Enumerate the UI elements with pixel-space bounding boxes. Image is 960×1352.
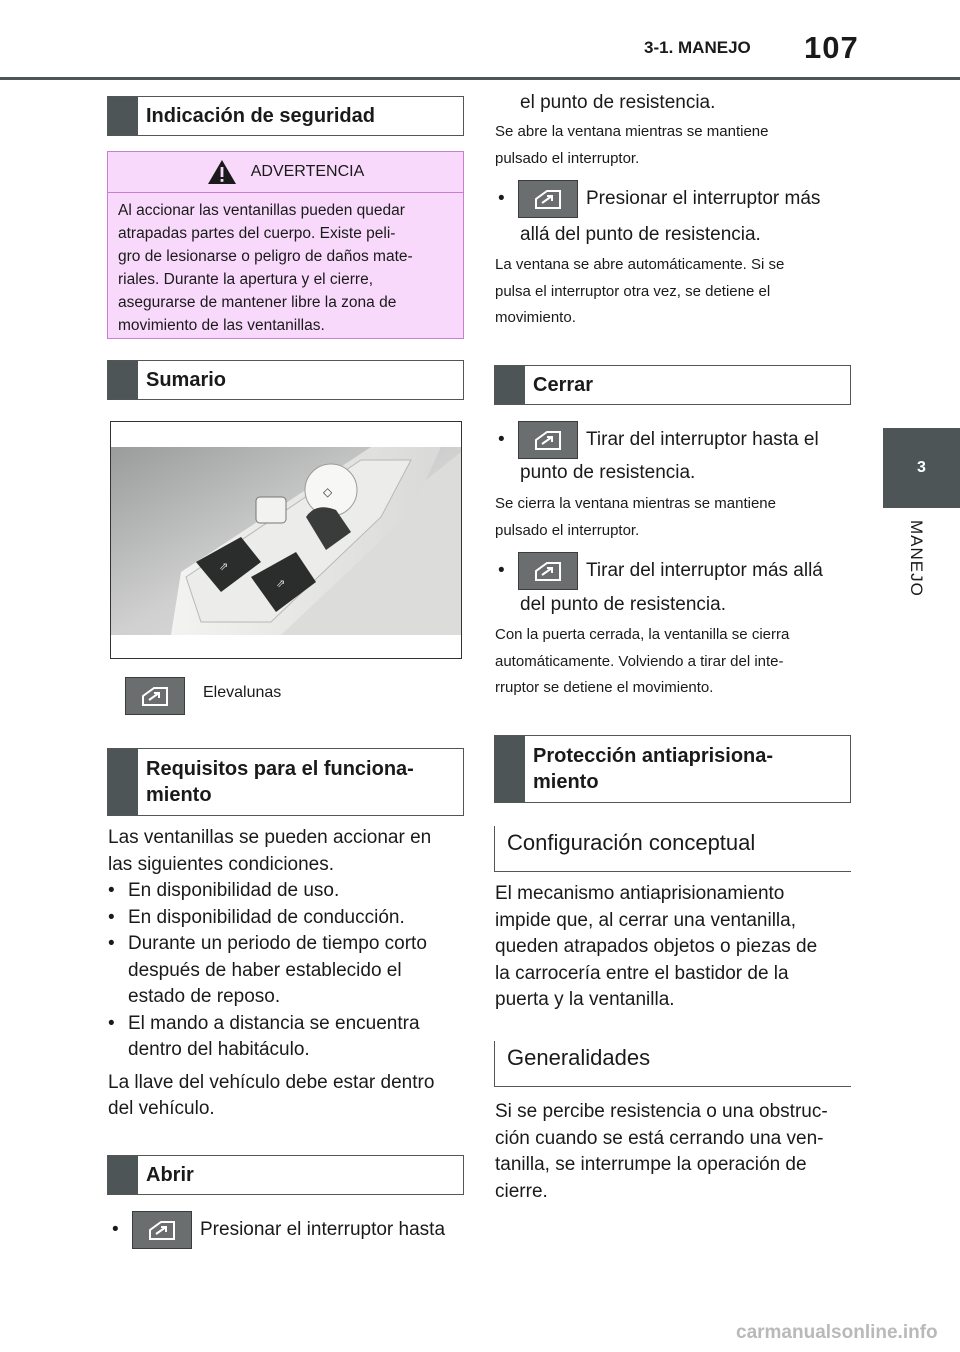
requirements-heading: Requisitos para el funciona- miento	[146, 758, 414, 806]
open-step-1: • Presionar el interruptor hasta	[112, 1211, 445, 1249]
close-heading-box	[494, 365, 851, 405]
chapter-tab: 3	[883, 428, 960, 508]
window-switch-key-icon	[125, 677, 185, 715]
open-heading: Abrir	[146, 1164, 194, 1186]
auto-note: La ventana se abre automáticamente. Si se pulsa el interruptor otra vez, se detiene el movimiento.	[495, 256, 785, 326]
general-heading: Generalidades	[494, 1041, 851, 1087]
open-heading-box	[107, 1155, 464, 1195]
warning-box	[107, 151, 464, 339]
open-note: Se abre la ventana mientras se mantiene pulsado el interruptor.	[495, 123, 769, 167]
svg-text:⇗: ⇗	[219, 560, 229, 573]
summary-heading: Sumario	[146, 369, 227, 391]
window-switch-key-icon	[518, 552, 578, 590]
header-rule	[0, 77, 960, 80]
close-step-2-cont: del punto de resistencia.	[520, 594, 726, 615]
summary-heading-box	[107, 360, 464, 400]
warning-text: Al accionar las ventanillas pueden quedar atrapadas partes del cuerpo. Existe peli- gro de lesionarse o peligro de daños mate- riales. Durante la apertura y el cierre, asegurarse de mantener libre la zona de movimiento de las ventanillas.	[118, 202, 413, 334]
list-item: • Durante un periodo de tiempo corto	[108, 933, 427, 954]
general-text: Si se percibe resistencia o una obstruc- ción cuando se está cerrando una ven- tanilla, se interrumpe la operación de cierre.	[495, 1101, 828, 1202]
close-note: Se cierra la ventana mientras se mantiene pulsado el interruptor.	[495, 495, 776, 539]
page-number: 107	[804, 30, 859, 65]
svg-text:◇: ◇	[323, 485, 333, 499]
open-step-2: • Presionar el interruptor más	[498, 180, 820, 218]
list-item: • En disponibilidad de conducción.	[108, 906, 405, 928]
close-step-1-cont: punto de resistencia.	[520, 462, 696, 483]
svg-text:⇗: ⇗	[276, 577, 286, 590]
window-switch-key-icon	[518, 421, 578, 459]
section-title: 3-1. MANEJO	[644, 38, 751, 57]
close-auto-note: Con la puerta cerrada, la ventanilla se cierra automáticamente. Volviendo a tirar del inte- rruptor se detiene el movimiento.	[495, 626, 790, 696]
safety-heading: Indicación de seguridad	[146, 105, 375, 127]
open-step-2-cont: allá del punto de resistencia.	[520, 224, 761, 245]
window-switch-key-icon	[132, 1211, 192, 1249]
window-switch-key-icon	[518, 180, 578, 218]
close-step-1: • Tirar del interruptor hasta el	[498, 421, 819, 459]
protection-heading-box	[494, 735, 851, 803]
requirements-text: Las ventanillas se pueden accionar en las siguientes condiciones. • En disponibilidad de uso. • En disponibilidad de conducción. • Durante un periodo de tiempo corto después de haber establecido el estado de reposo. • El mando a distancia se encuentra dentro del habitáculo. La llave del vehículo debe estar dentro del vehículo.	[108, 825, 468, 1123]
icon-caption: Elevalunas	[203, 684, 282, 701]
close-heading: Cerrar	[533, 374, 594, 396]
close-step-2: • Tirar del interruptor más allá	[498, 552, 823, 590]
watermark: carmanualsonline.info	[736, 1322, 938, 1343]
concept-heading: Configuración conceptual	[494, 826, 851, 872]
window-switch-photo	[110, 421, 462, 659]
requirements-heading-box	[107, 748, 464, 816]
list-item: • En disponibilidad de uso.	[108, 880, 340, 901]
warning-title: ADVERTENCIA	[250, 163, 365, 180]
open-step-1-cont: el punto de resistencia.	[520, 92, 716, 113]
protection-heading: Protección antiaprisiona- miento	[533, 745, 774, 793]
safety-heading-box	[107, 96, 464, 136]
concept-text: El mecanismo antiaprisionamiento impide que, al cerrar una ventanilla, queden atrapados objetos o piezas de la carrocería entre el bastidor de la puerta y la ventanilla.	[495, 883, 818, 1010]
window-switch-illustration	[111, 422, 461, 658]
chapter-label: MANEJO	[907, 520, 926, 597]
warning-triangle-icon	[207, 159, 237, 185]
list-item: • El mando a distancia se encuentra	[108, 1012, 420, 1034]
